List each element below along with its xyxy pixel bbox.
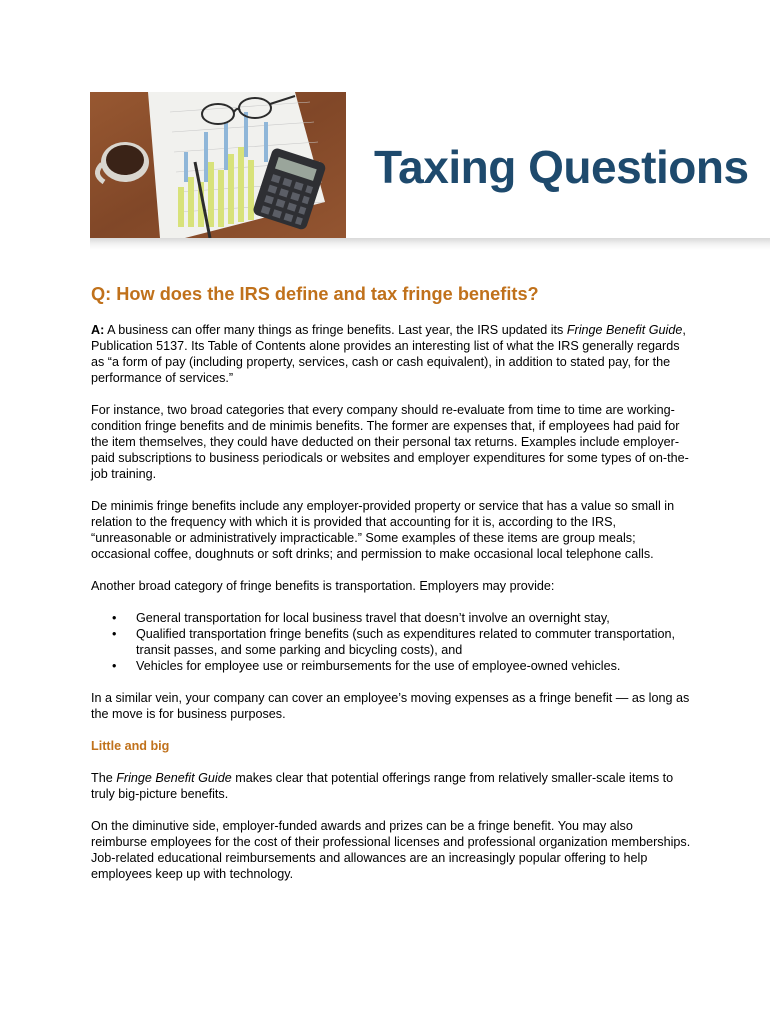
answer-text-a: A business can offer many things as fringe benefits. Last year, the IRS updated its — [104, 323, 567, 337]
desk-photo-illustration — [90, 92, 346, 238]
list-item-text: General transportation for local business travel that doesn’t involve an overnight stay, — [136, 611, 610, 625]
list-item-text: Qualified transportation fringe benefits (such as expenditures related to commuter transportation, transit passes, and some parking and bicycling costs), and — [136, 627, 676, 657]
paragraph-working-condition: For instance, two broad categories that every company should re-evaluate from time to time are working-condition fringe benefits and de minimis benefits. The former are expenses that, if employees had paid for the item themselves, they could have deducted on their personal tax returns. Examples include employer-paid subscriptions to business periodicals or websites and employer expenditures for some types of on-the-job training. — [91, 403, 689, 481]
bullet-icon: • — [112, 611, 117, 625]
bullet-icon: • — [112, 659, 117, 673]
paragraph-moving-expenses: In a similar vein, your company can cover an employee’s moving expenses as a fringe benefit — as long as the move is for business purposes. — [91, 691, 690, 721]
article-body — [91, 282, 691, 898]
article-heading: Q: How does the IRS define and tax fringe benefits? — [91, 284, 539, 304]
guide-text-b: makes clear that potential offerings range from relatively smaller-scale items to truly big-picture benefits. — [91, 771, 674, 801]
guide-text-a: The — [91, 771, 117, 785]
list-item-text: Vehicles for employee use or reimbursements for the use of employee-owned vehicles. — [136, 659, 621, 673]
bullet-icon: • — [112, 627, 117, 641]
section-heading: Little and big — [91, 739, 170, 753]
list-item — [112, 658, 691, 674]
paragraph-answer — [91, 322, 691, 386]
desk-photo — [90, 92, 346, 238]
paragraph-transportation: Another broad category of fringe benefits is transportation. Employers may provide: — [91, 579, 555, 593]
paragraph-awards: On the diminutive side, employer-funded awards and prizes can be a fringe benefit. You may also reimburse employees for the cost of their professional licenses and professional organization memberships. Job-related educational reimbursements and allowances are an increasingly popular offering to help employees keep up with technology. — [91, 819, 691, 881]
guide-title: Fringe Benefit Guide — [116, 771, 232, 785]
header-banner — [90, 92, 770, 252]
banner-title: Taxing Questions — [374, 141, 749, 193]
banner-divider — [90, 238, 770, 250]
answer-text-b: , Publication 5137. Its Table of Contents alone provides an interesting list of what the IRS generally regards as “a form of pay (including property, services, cash or cash equivalent), in addition to stated pay, for the performance of services.” — [91, 323, 686, 385]
paragraph-guide-range — [91, 770, 691, 802]
answer-label: A: — [91, 323, 105, 337]
list-item — [112, 626, 691, 658]
transportation-list — [91, 610, 691, 674]
paragraph-de-minimis: De minimis fringe benefits include any employer-provided property or service that has a value so small in relation to the frequency with which it is provided that accounting for it is, according to the IRS, “unreasonable or administratively impracticable.” Some examples of these items are group meals; occasional coffee, doughnuts or soft drinks; and permission to make occasional local telephone calls. — [91, 499, 675, 561]
publication-title: Fringe Benefit Guide — [566, 323, 683, 337]
list-item — [112, 610, 691, 626]
